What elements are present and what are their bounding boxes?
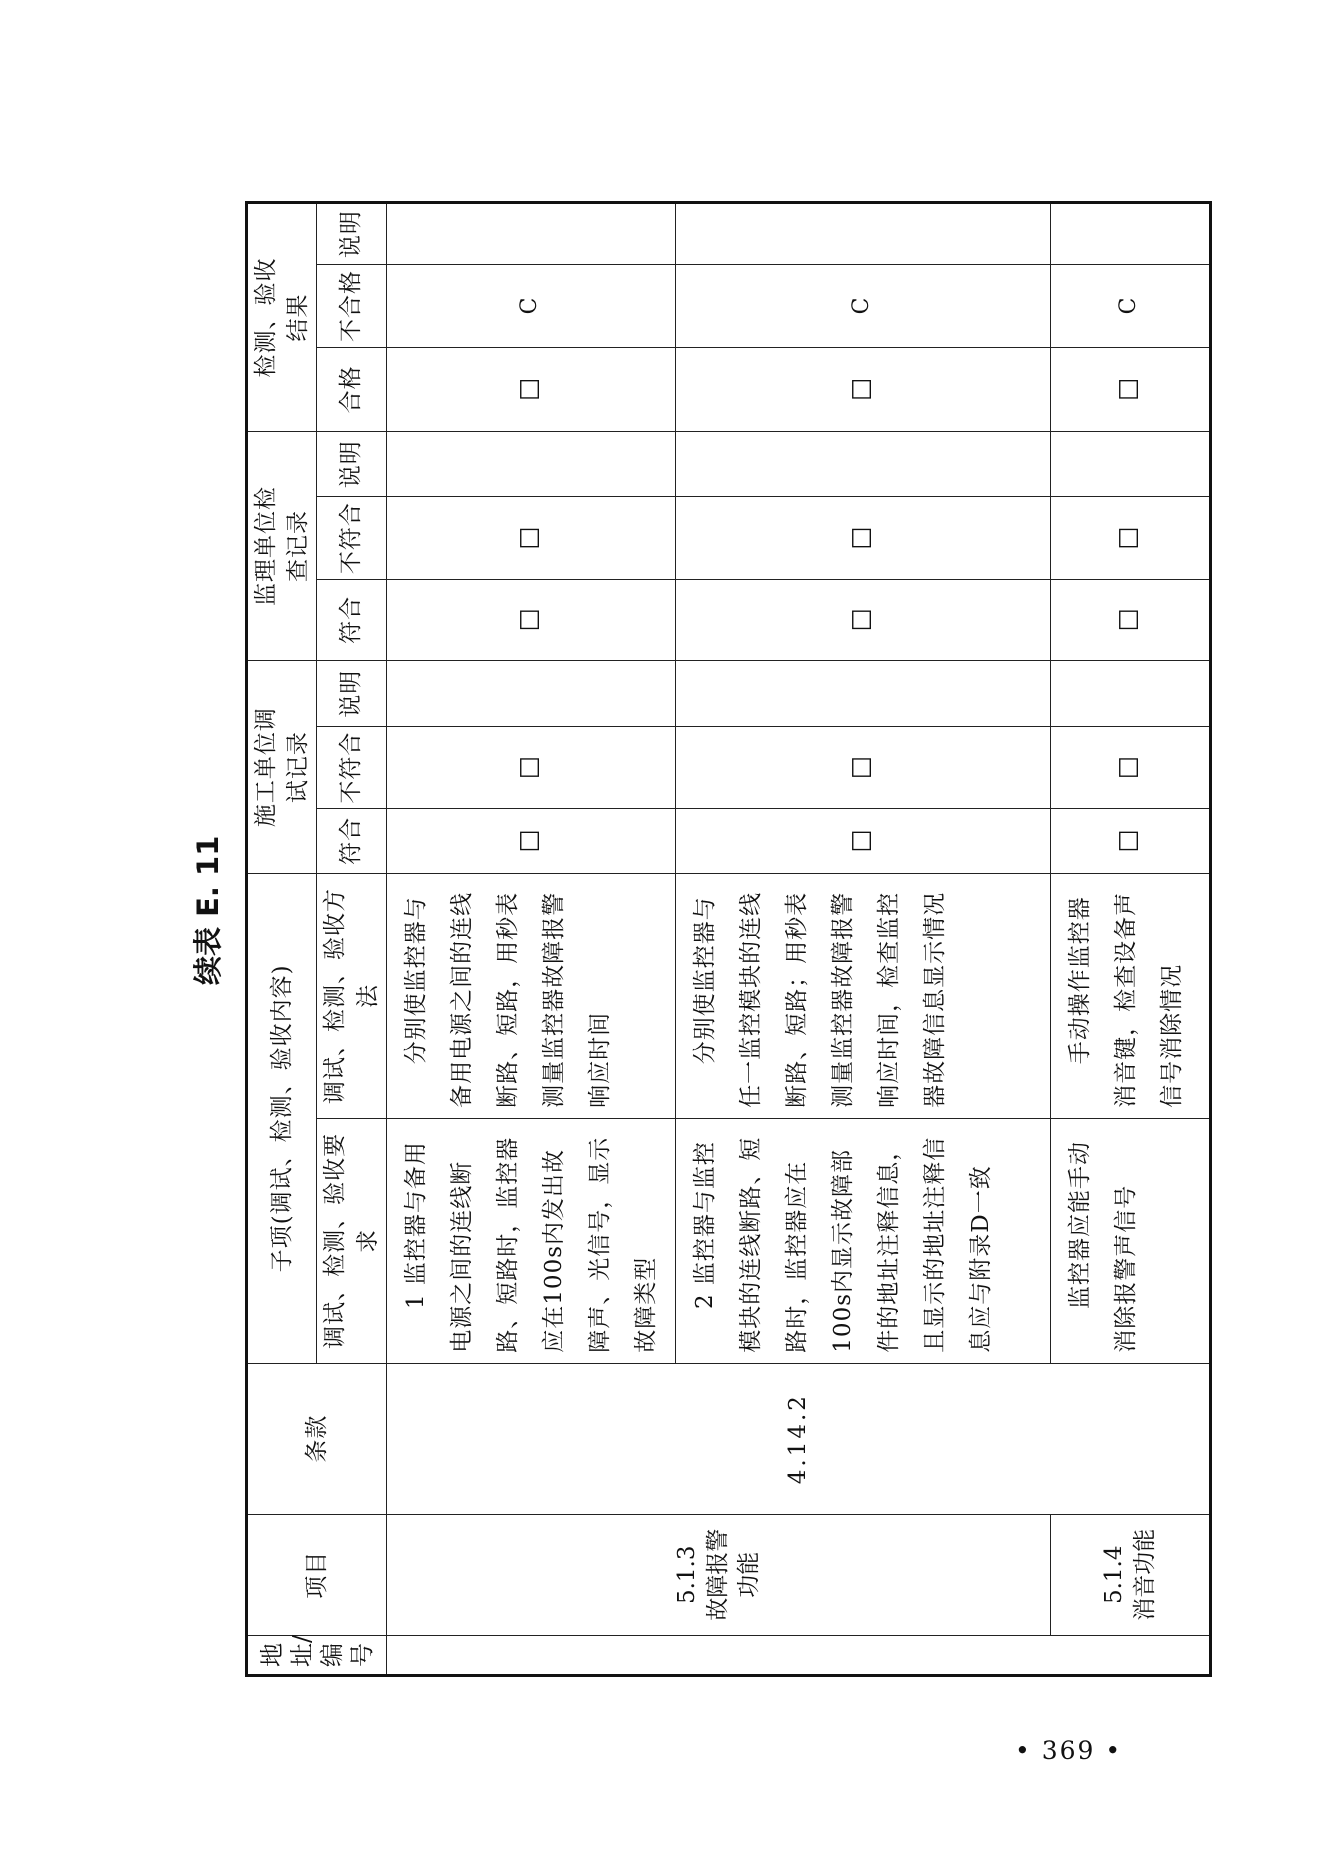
header-construction: 施工单位调试记录 bbox=[247, 661, 317, 874]
note-cell bbox=[386, 432, 675, 497]
method-cell: 分别使监控器与备用电源之间的连线断路、短路，用秒表测量监控器故障报警响应时间 bbox=[386, 874, 675, 1119]
checkbox[interactable]: ☐ bbox=[675, 579, 1050, 660]
method-cell: 手动操作监控器消音键，检查设备声信号消除情况 bbox=[1050, 874, 1210, 1119]
project-cell-1 bbox=[386, 1514, 1050, 1635]
header-result: 检测、验收结果 bbox=[247, 203, 317, 432]
inspection-table bbox=[245, 201, 1212, 1677]
table-row bbox=[386, 203, 675, 1676]
note-cell bbox=[675, 203, 1050, 265]
checkbox[interactable]: ☐ bbox=[386, 727, 675, 808]
header-project: 项目 bbox=[247, 1514, 387, 1635]
clause-cell: 4.14.2 bbox=[386, 1363, 1210, 1514]
result-mark: C bbox=[675, 265, 1050, 347]
note-cell bbox=[386, 661, 675, 727]
header-req: 调试、检测、验收要求 bbox=[317, 1118, 386, 1363]
project-code: 5.1.4 bbox=[1100, 1545, 1127, 1605]
header-supervision-nonconform: 不符合 bbox=[317, 497, 386, 579]
table-title: 续表 E. 11 bbox=[191, 835, 225, 985]
header-result-qualified: 合格 bbox=[317, 347, 386, 431]
page-number: • 369 • bbox=[1015, 1736, 1123, 1765]
checkbox[interactable]: ☐ bbox=[675, 727, 1050, 808]
method-cell: 分别使监控器与任一监控模块的连线断路、短路；用秒表测量监控器故障报警响应时间，检查监控器故障信息显示情况 bbox=[675, 874, 1050, 1119]
requirement-cell: 1 监控器与备用电源之间的连线断路、短路时，监控器应在100s内发出故障声、光信号，显示故障类型 bbox=[386, 1118, 675, 1363]
checkbox[interactable]: ☐ bbox=[675, 347, 1050, 431]
checkbox[interactable]: ☐ bbox=[1050, 727, 1210, 808]
rotated-table-page bbox=[245, 201, 1185, 1677]
checkbox[interactable]: ☐ bbox=[675, 808, 1050, 873]
header-supervision: 监理单位检查记录 bbox=[247, 432, 317, 661]
header-result-note: 说明 bbox=[317, 203, 386, 265]
result-mark: C bbox=[386, 265, 675, 347]
checkbox[interactable]: ☐ bbox=[1050, 579, 1210, 660]
project-name: 消音功能 bbox=[1131, 1528, 1158, 1621]
header-result-unqualified: 不合格 bbox=[317, 265, 386, 347]
result-mark: C bbox=[1050, 265, 1210, 347]
addr-cell bbox=[386, 1635, 1210, 1675]
header-construction-nonconform: 不符合 bbox=[317, 727, 386, 808]
note-cell bbox=[675, 661, 1050, 727]
header-supervision-note: 说明 bbox=[317, 432, 386, 497]
header-supervision-conform: 符合 bbox=[317, 579, 386, 660]
checkbox[interactable]: ☐ bbox=[386, 808, 675, 873]
checkbox[interactable]: ☐ bbox=[1050, 497, 1210, 579]
checkbox[interactable]: ☐ bbox=[386, 497, 675, 579]
project-code: 5.1.3 bbox=[673, 1545, 700, 1605]
checkbox[interactable]: ☐ bbox=[386, 347, 675, 431]
project-name: 故障报警功能 bbox=[704, 1528, 762, 1621]
note-cell bbox=[386, 203, 675, 265]
note-cell bbox=[1050, 432, 1210, 497]
header-subitem: 子项(调试、检测、验收内容) bbox=[247, 874, 317, 1364]
project-cell-2 bbox=[1050, 1514, 1210, 1635]
header-construction-note: 说明 bbox=[317, 661, 386, 727]
note-cell bbox=[1050, 661, 1210, 727]
header-construction-conform: 符合 bbox=[317, 808, 386, 873]
checkbox[interactable]: ☐ bbox=[1050, 347, 1210, 431]
checkbox[interactable]: ☐ bbox=[1050, 808, 1210, 873]
requirement-cell: 监控器应能手动消除报警声信号 bbox=[1050, 1118, 1210, 1363]
requirement-cell: 2 监控器与监控模块的连线断路、短路时，监控器应在100s内显示故障部件的地址注释信息，且显示的地址注释信息应与附录D一致 bbox=[675, 1118, 1050, 1363]
note-cell bbox=[1050, 203, 1210, 265]
note-cell bbox=[675, 432, 1050, 497]
header-clause: 条款 bbox=[247, 1363, 387, 1514]
header-addr: 地址/编号 bbox=[247, 1635, 387, 1675]
checkbox[interactable]: ☐ bbox=[675, 497, 1050, 579]
header-method: 调试、检测、验收方法 bbox=[317, 874, 386, 1119]
checkbox[interactable]: ☐ bbox=[386, 579, 675, 660]
